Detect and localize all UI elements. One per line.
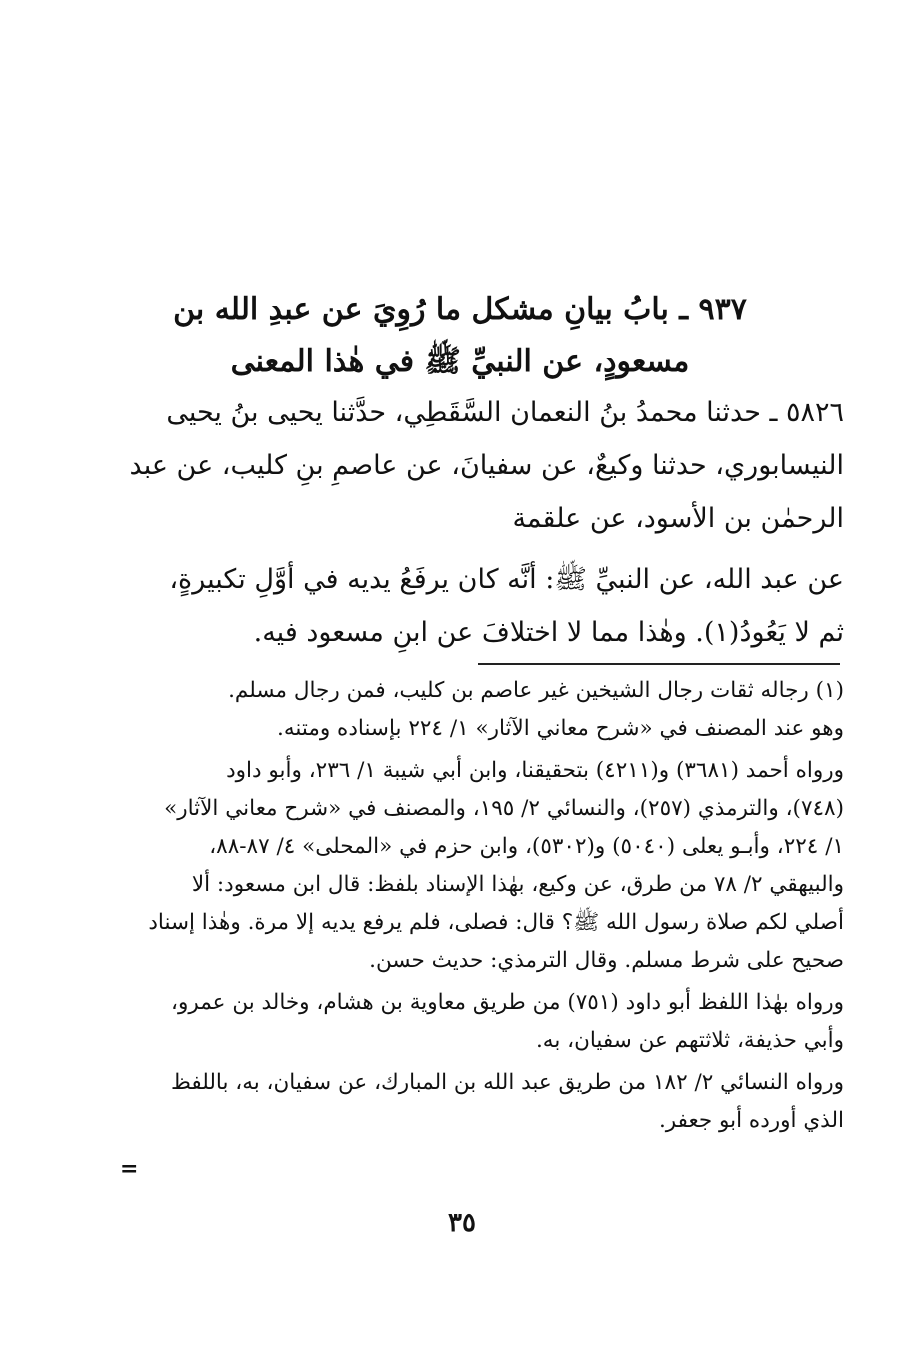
chapter-title-line: ٩٣٧ ـ بابُ بيانِ مشكل ما رُوِيَ عن عبدِ الله بن — [173, 292, 747, 327]
matn-line: عن عبد الله، عن النبيِّ ﷺ: أنَّه كان يرفَعُ يديه في أوَّلِ تكبيرةٍ، — [169, 564, 844, 595]
isnad-line: الرحمٰن بن الأسود، عن علقمة — [512, 503, 844, 534]
footnote-paragraph — [130, 1064, 844, 1140]
footnotes — [130, 672, 844, 1140]
footnote-divider — [478, 663, 840, 665]
footnote-line: والبيهقي ٢/ ٧٨ من طرق، عن وكيع، بهٰذا الإسناد بلفظ: قال ابن مسعود: ألا — [191, 872, 844, 897]
footnote-line: ورواه أحمد (٣٦٨١) و(٤٢١١) بتحقيقنا، وابن أبي شيبة ١/ ٢٣٦، وأبو داود — [226, 758, 844, 783]
footnote-line: صحيح على شرط مسلم. وقال الترمذي: حديث حسن. — [369, 948, 844, 973]
hadith-isnad — [128, 386, 844, 545]
footnote-line: وهو عند المصنف في «شرح معاني الآثار» ١/ ٢٢٤ بإسناده ومتنه. — [276, 716, 844, 741]
hadith-matn — [128, 553, 844, 659]
footnote-line: ورواه النسائي ٢/ ١٨٢ من طريق عبد الله بن المبارك، عن سفيان، به، باللفظ — [170, 1070, 844, 1095]
matn-line: ثم لا يَعُودُ(١). وهٰذا مما لا اختلافَ عن ابنِ مسعود فيه. — [253, 617, 844, 648]
continuation-mark: = — [120, 1156, 139, 1182]
footnote-line: أصلي لكم صلاة رسول الله ﷺ؟ قال: فصلى، فلم يرفع يديه إلا مرة. وهٰذا إسناد — [148, 910, 844, 935]
footnote-line: (٧٤٨)، والترمذي (٢٥٧)، والنسائي ٢/ ١٩٥، والمصنف في «شرح معاني الآثار» — [164, 796, 844, 821]
footnote-line: وأبي حذيفة، ثلاثتهم عن سفيان، به. — [535, 1028, 844, 1053]
page-number: ٣٥ — [448, 1208, 476, 1238]
footnote-line: ١/ ٢٢٤، وأبـو يعلى (٥٠٤٠) و(٥٣٠٢)، وابن حزم في «المحلى» ٤/ ٨٧-٨٨، — [209, 834, 844, 859]
isnad-line: ٥٨٢٦ ـ حدثنا محمدُ بنُ النعمان السَّقَطِي، حدَّثنا يحيى بنُ يحيى — [166, 397, 844, 428]
footnote-line: الذي أورده أبو جعفر. — [658, 1108, 844, 1133]
footnote-line: ورواه بهٰذا اللفظ أبو داود (٧٥١) من طريق معاوية بن هشام، وخالد بن عمرو، — [171, 990, 844, 1015]
footnote-paragraph — [130, 752, 844, 980]
chapter-title-line: مسعودٍ، عن النبيِّ ﷺ في هٰذا المعنى — [230, 344, 690, 379]
footnote-paragraph — [130, 984, 844, 1060]
chapter-title — [150, 284, 770, 388]
footnote-line: (١) رجاله ثقات رجال الشيخين غير عاصم بن كليب، فمن رجال مسلم. — [228, 678, 844, 703]
isnad-line: النيسابوري، حدثنا وكيعٌ، عن سفيانَ، عن عاصمِ بنِ كليب، عن عبد — [129, 450, 844, 481]
footnote-1 — [130, 672, 844, 748]
